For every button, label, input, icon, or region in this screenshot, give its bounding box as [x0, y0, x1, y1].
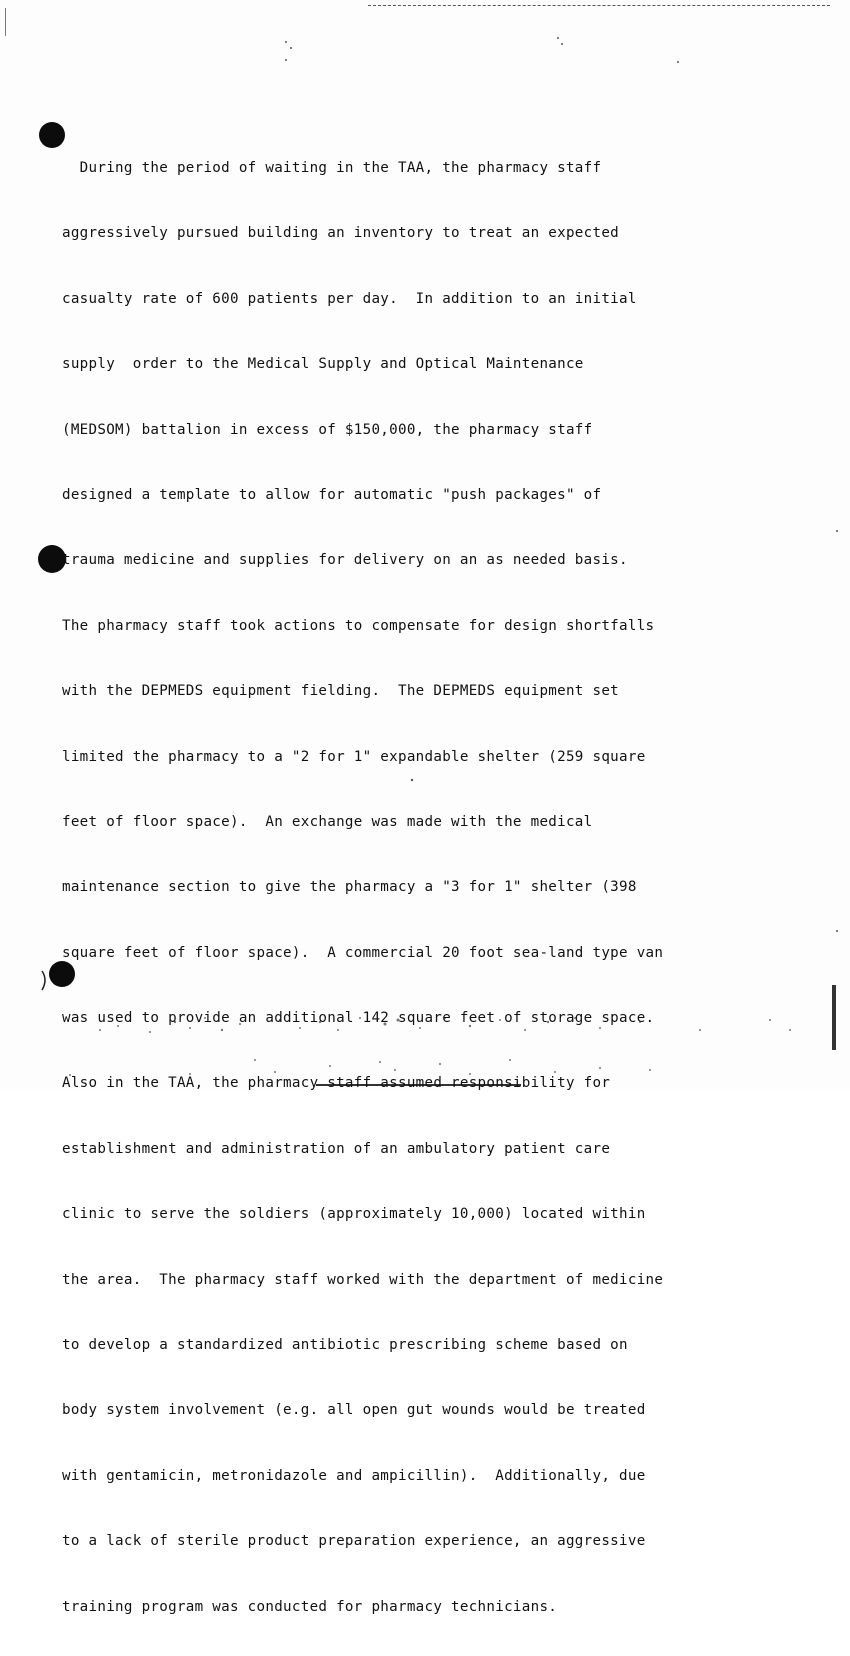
paragraph-line: supply order to the Medical Supply and Optical Maintenance	[62, 356, 584, 373]
paragraph-line: body system involvement (e.g. all open gut wounds would be treated	[62, 1402, 646, 1419]
paragraph-line: limited the pharmacy to a "2 for 1" expandable shelter (259 square	[62, 748, 646, 765]
paragraph-line: was used to provide an additional 142 square feet of storage space.	[62, 1010, 655, 1027]
paragraph-line: establishment and administration of an ambulatory patient care	[62, 1140, 611, 1157]
paragraph-line: During the period of waiting in the TAA, the pharmacy staff	[62, 160, 602, 176]
paragraph-line: the area. The pharmacy staff worked with the department of medicine	[62, 1271, 664, 1288]
paragraph-line: to develop a standardized antibiotic prescribing scheme based on	[62, 1337, 628, 1354]
report-paragraph	[62, 120, 752, 1656]
paragraph-line: casualty rate of 600 patients per day. In addition to an initial	[62, 290, 637, 307]
paragraph-line: feet of floor space). An exchange was made with the medical	[62, 813, 593, 830]
paragraph-line: maintenance section to give the pharmacy a "3 for 1" shelter (398	[62, 879, 637, 896]
paragraph-line: to a lack of sterile product preparation experience, an aggressive	[62, 1533, 646, 1550]
paragraph-line: clinic to serve the soldiers (approximately 10,000) located within	[62, 1206, 646, 1223]
paragraph-line: designed a template to allow for automatic "push packages" of	[62, 486, 602, 503]
paragraph-line: Also in the TAA, the pharmacy staff assumed responsibility for	[62, 1075, 611, 1092]
paragraph-line: with the DEPMEDS equipment fielding. The DEPMEDS equipment set	[62, 683, 620, 700]
paragraph-line: (MEDSOM) battalion in excess of $150,000, the pharmacy staff	[62, 421, 593, 438]
paragraph-line: The pharmacy staff took actions to compensate for design shortfalls	[62, 617, 655, 634]
paragraph-line: square feet of floor space). A commercial 20 foot sea-land type van	[62, 944, 664, 961]
paragraph-line: with gentamicin, metronidazole and ampicillin). Additionally, due	[62, 1467, 646, 1484]
paragraph-line: training program was conducted for pharmacy technicians.	[62, 1598, 558, 1615]
paragraph-line: aggressively pursued building an inventory to treat an expected	[62, 225, 620, 242]
paragraph-line: trauma medicine and supplies for delivery on an as needed basis.	[62, 552, 628, 569]
